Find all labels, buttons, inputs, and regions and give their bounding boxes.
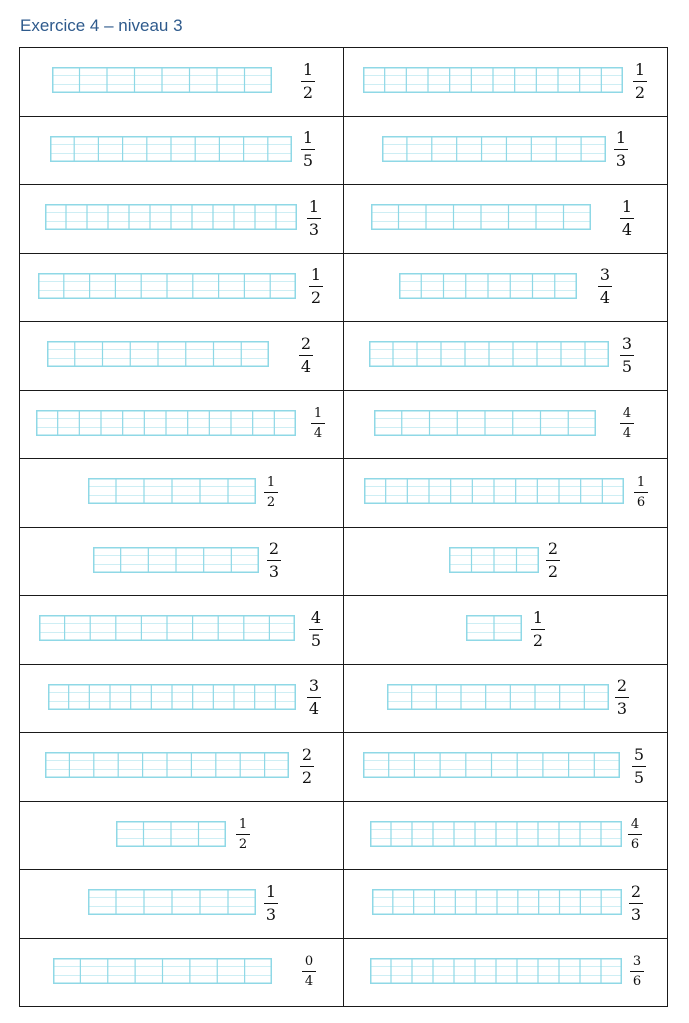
- fraction-line: [620, 355, 634, 356]
- fraction-bar: [387, 684, 609, 710]
- fraction-label: [527, 607, 549, 650]
- fraction-bar: [370, 958, 622, 984]
- bar-outline: [383, 137, 606, 162]
- fraction-line: [301, 81, 315, 82]
- fraction-denominator: 2: [238, 837, 248, 853]
- fraction-line: [546, 560, 560, 561]
- fraction-line: [302, 971, 316, 972]
- exercise-cell-left: [20, 391, 344, 460]
- fraction-bar: [382, 136, 606, 162]
- fraction-bar: [466, 615, 522, 641]
- fraction-denominator: 3: [630, 904, 642, 924]
- fraction-denominator: 3: [615, 151, 627, 171]
- fraction-label: [232, 818, 254, 851]
- fraction-denominator: 2: [310, 288, 322, 308]
- fraction-line: [301, 149, 315, 150]
- fraction-denominator: 6: [632, 974, 642, 990]
- fraction-line: [628, 834, 642, 835]
- exercise-cell-left: [20, 254, 344, 323]
- fraction-label: [625, 881, 647, 924]
- fraction-label: [630, 476, 652, 509]
- fraction-denominator: 3: [268, 562, 280, 582]
- fraction-bar: [116, 821, 226, 847]
- fraction-numerator: 1: [265, 881, 277, 901]
- fraction-line: [630, 971, 644, 972]
- exercise-cell-right: [344, 870, 667, 939]
- exercise-cell-right: [344, 733, 667, 802]
- fraction-denominator: 3: [308, 219, 320, 239]
- fraction-denominator: 3: [265, 904, 277, 924]
- fraction-line: [620, 218, 634, 219]
- fraction-label: [260, 476, 282, 509]
- exercise-cell-left: [20, 117, 344, 186]
- fraction-numerator: 3: [308, 676, 320, 696]
- fraction-label: [611, 678, 633, 717]
- fraction-label: [616, 196, 638, 239]
- fraction-bar: [45, 204, 297, 230]
- fraction-denominator: 5: [302, 151, 314, 171]
- fraction-numerator: 3: [621, 333, 633, 353]
- fraction-numerator: 1: [302, 128, 314, 148]
- fraction-denominator: 5: [621, 356, 633, 376]
- fraction-label: [297, 130, 319, 169]
- fraction-label: [629, 59, 651, 102]
- fraction-numerator: 2: [300, 333, 312, 353]
- exercise-cell-right: [344, 117, 667, 186]
- exercise-cell-right: [344, 322, 667, 391]
- fraction-label: [542, 541, 564, 580]
- fraction-line: [307, 697, 321, 698]
- fraction-numerator: 1: [634, 59, 646, 79]
- fraction-denominator: 3: [616, 699, 628, 719]
- fraction-denominator: 5: [310, 630, 322, 650]
- fraction-bar: [399, 273, 577, 299]
- exercise-cell-left: [20, 733, 344, 802]
- fraction-label: [616, 407, 638, 440]
- fraction-bar: [93, 547, 259, 573]
- fraction-denominator: 4: [621, 219, 633, 239]
- exercise-cell-right: [344, 528, 667, 597]
- fraction-numerator: 2: [268, 539, 280, 559]
- fraction-label: [263, 541, 285, 580]
- fraction-numerator: 1: [238, 817, 248, 833]
- fraction-label: [307, 407, 329, 440]
- fraction-bar: [449, 547, 539, 573]
- fraction-bar: [369, 341, 609, 367]
- fraction-numerator: 1: [615, 128, 627, 148]
- fraction-bar: [364, 478, 624, 504]
- fraction-line: [300, 766, 314, 767]
- fraction-denominator: 4: [308, 699, 320, 719]
- fraction-bar: [88, 889, 256, 915]
- fraction-bar: [370, 821, 622, 847]
- fraction-line: [598, 286, 612, 287]
- exercise-cell-right: [344, 665, 667, 734]
- exercise-cell-right: [344, 459, 667, 528]
- fraction-denominator: 2: [634, 82, 646, 102]
- fraction-bar: [88, 478, 256, 504]
- exercise-cell-right: [344, 254, 667, 323]
- fraction-numerator: 1: [308, 196, 320, 216]
- fraction-denominator: 4: [304, 974, 314, 990]
- fraction-line: [307, 218, 321, 219]
- fraction-bar: [52, 67, 272, 93]
- fraction-line: [614, 149, 628, 150]
- fraction-numerator: 1: [621, 196, 633, 216]
- fraction-label: [626, 955, 648, 988]
- fraction-denominator: 4: [313, 426, 323, 442]
- fraction-bar: [363, 67, 623, 93]
- exercise-cell-left: [20, 322, 344, 391]
- fraction-line: [299, 355, 313, 356]
- exercise-cell-left: [20, 48, 344, 117]
- fraction-numerator: 1: [313, 406, 323, 422]
- fraction-bar: [38, 273, 296, 299]
- bar-outline: [388, 685, 609, 710]
- fraction-denominator: 4: [622, 426, 632, 442]
- fraction-bar: [39, 615, 295, 641]
- exercise-cell-left: [20, 802, 344, 871]
- fraction-label: [298, 955, 320, 988]
- fraction-line: [629, 903, 643, 904]
- fraction-numerator: 2: [616, 676, 628, 696]
- fraction-line: [236, 834, 250, 835]
- fraction-bar: [47, 341, 269, 367]
- fraction-bar: [48, 684, 296, 710]
- exercise-cell-left: [20, 459, 344, 528]
- fraction-bar: [53, 958, 272, 984]
- fraction-numerator: 5: [633, 744, 645, 764]
- exercise-cell-left: [20, 528, 344, 597]
- fraction-line: [531, 629, 545, 630]
- fraction-numerator: 2: [301, 744, 313, 764]
- fraction-line: [264, 903, 278, 904]
- fraction-bar: [36, 410, 296, 436]
- fraction-denominator: 2: [532, 630, 544, 650]
- exercise-cell-left: [20, 665, 344, 734]
- exercise-cell-left: [20, 596, 344, 665]
- fraction-numerator: 1: [532, 607, 544, 627]
- exercise-cell-right: [344, 596, 667, 665]
- exercise-cell-right: [344, 802, 667, 871]
- fraction-numerator: 2: [630, 881, 642, 901]
- fraction-line: [309, 629, 323, 630]
- fraction-denominator: 2: [302, 82, 314, 102]
- fraction-label: [594, 267, 616, 306]
- fraction-label: [624, 818, 646, 851]
- exercise-cell-right: [344, 48, 667, 117]
- fraction-denominator: 6: [630, 837, 640, 853]
- fraction-denominator: 2: [266, 494, 276, 510]
- exercise-cell-left: [20, 185, 344, 254]
- fraction-numerator: 2: [547, 539, 559, 559]
- fraction-line: [267, 560, 281, 561]
- fraction-bar: [374, 410, 596, 436]
- fraction-label: [610, 130, 632, 169]
- fraction-line: [632, 766, 646, 767]
- exercise-cell-right: [344, 185, 667, 254]
- fraction-label: [305, 607, 327, 650]
- fraction-numerator: 1: [302, 59, 314, 79]
- fraction-label: [296, 744, 318, 787]
- fraction-numerator: 3: [599, 265, 611, 285]
- fraction-bar: [372, 889, 622, 915]
- fraction-label: [305, 267, 327, 306]
- fraction-label: [303, 678, 325, 717]
- fraction-bar: [371, 204, 591, 230]
- fraction-line: [615, 697, 629, 698]
- fraction-line: [634, 492, 648, 493]
- fraction-numerator: 1: [310, 265, 322, 285]
- fraction-numerator: 3: [632, 954, 642, 970]
- fraction-line: [309, 286, 323, 287]
- exercise-cell-right: [344, 391, 667, 460]
- exercise-cell-left: [20, 939, 344, 1008]
- exercise-table: [19, 47, 668, 1007]
- fraction-denominator: 4: [599, 288, 611, 308]
- fraction-numerator: 4: [622, 406, 632, 422]
- fraction-bar: [363, 752, 620, 778]
- fraction-denominator: 2: [301, 767, 313, 787]
- fraction-label: [260, 881, 282, 924]
- page-title: Exercice 4 – niveau 3: [20, 16, 183, 35]
- fraction-numerator: 1: [266, 474, 276, 490]
- fraction-numerator: 1: [636, 474, 646, 490]
- fraction-denominator: 4: [300, 356, 312, 376]
- fraction-denominator: 5: [633, 767, 645, 787]
- fraction-bar: [45, 752, 289, 778]
- fraction-label: [297, 59, 319, 102]
- fraction-label: [628, 744, 650, 787]
- fraction-label: [303, 196, 325, 239]
- fraction-numerator: 4: [630, 817, 640, 833]
- fraction-denominator: 6: [636, 494, 646, 510]
- exercise-cell-right: [344, 939, 667, 1008]
- fraction-bar: [50, 136, 292, 162]
- fraction-line: [264, 492, 278, 493]
- fraction-denominator: 2: [547, 562, 559, 582]
- fraction-numerator: 4: [310, 607, 322, 627]
- fraction-line: [633, 81, 647, 82]
- fraction-label: [295, 333, 317, 376]
- fraction-line: [311, 423, 325, 424]
- fraction-line: [620, 423, 634, 424]
- exercise-cell-left: [20, 870, 344, 939]
- fraction-numerator: 0: [304, 954, 314, 970]
- fraction-label: [616, 333, 638, 376]
